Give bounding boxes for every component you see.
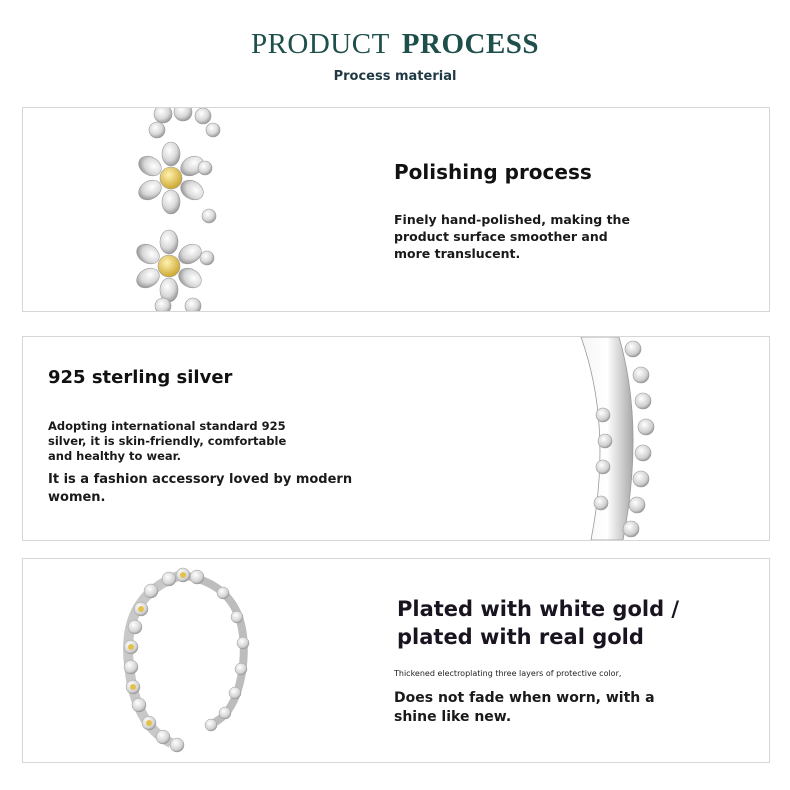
polishing-description: Finely hand-polished, making the product surface smoother and more translucent. [394, 212, 630, 261]
plating-heading: Plated with white gold / plated with real gold [397, 597, 680, 649]
polishing-heading: Polishing process [394, 160, 592, 184]
plating-panel [22, 558, 770, 763]
page-title [0, 26, 790, 62]
silver-description: Adopting international standard 925 silver, it is skin-friendly, comfortable and healthy to wear. [48, 419, 287, 463]
title-light: PRODUCT [250, 28, 390, 60]
title-bold: PROCESS [401, 28, 540, 60]
sterling-silver-panel [22, 336, 770, 541]
ring-band-side-icon [543, 337, 673, 541]
page-header [0, 26, 790, 62]
open-daisy-ring-icon [111, 565, 261, 759]
plating-description: Does not fade when worn, with a shine like new. [394, 690, 655, 725]
silver-heading: 925 sterling silver [48, 367, 233, 388]
polishing-panel [22, 107, 770, 312]
plating-note: Thickened electroplating three layers of protective color, [394, 669, 622, 678]
daisy-ring-closeup-icon [123, 108, 253, 312]
silver-description-2: It is a fashion accessory loved by modern women. [48, 472, 353, 505]
page-subtitle: Process material [333, 69, 457, 84]
